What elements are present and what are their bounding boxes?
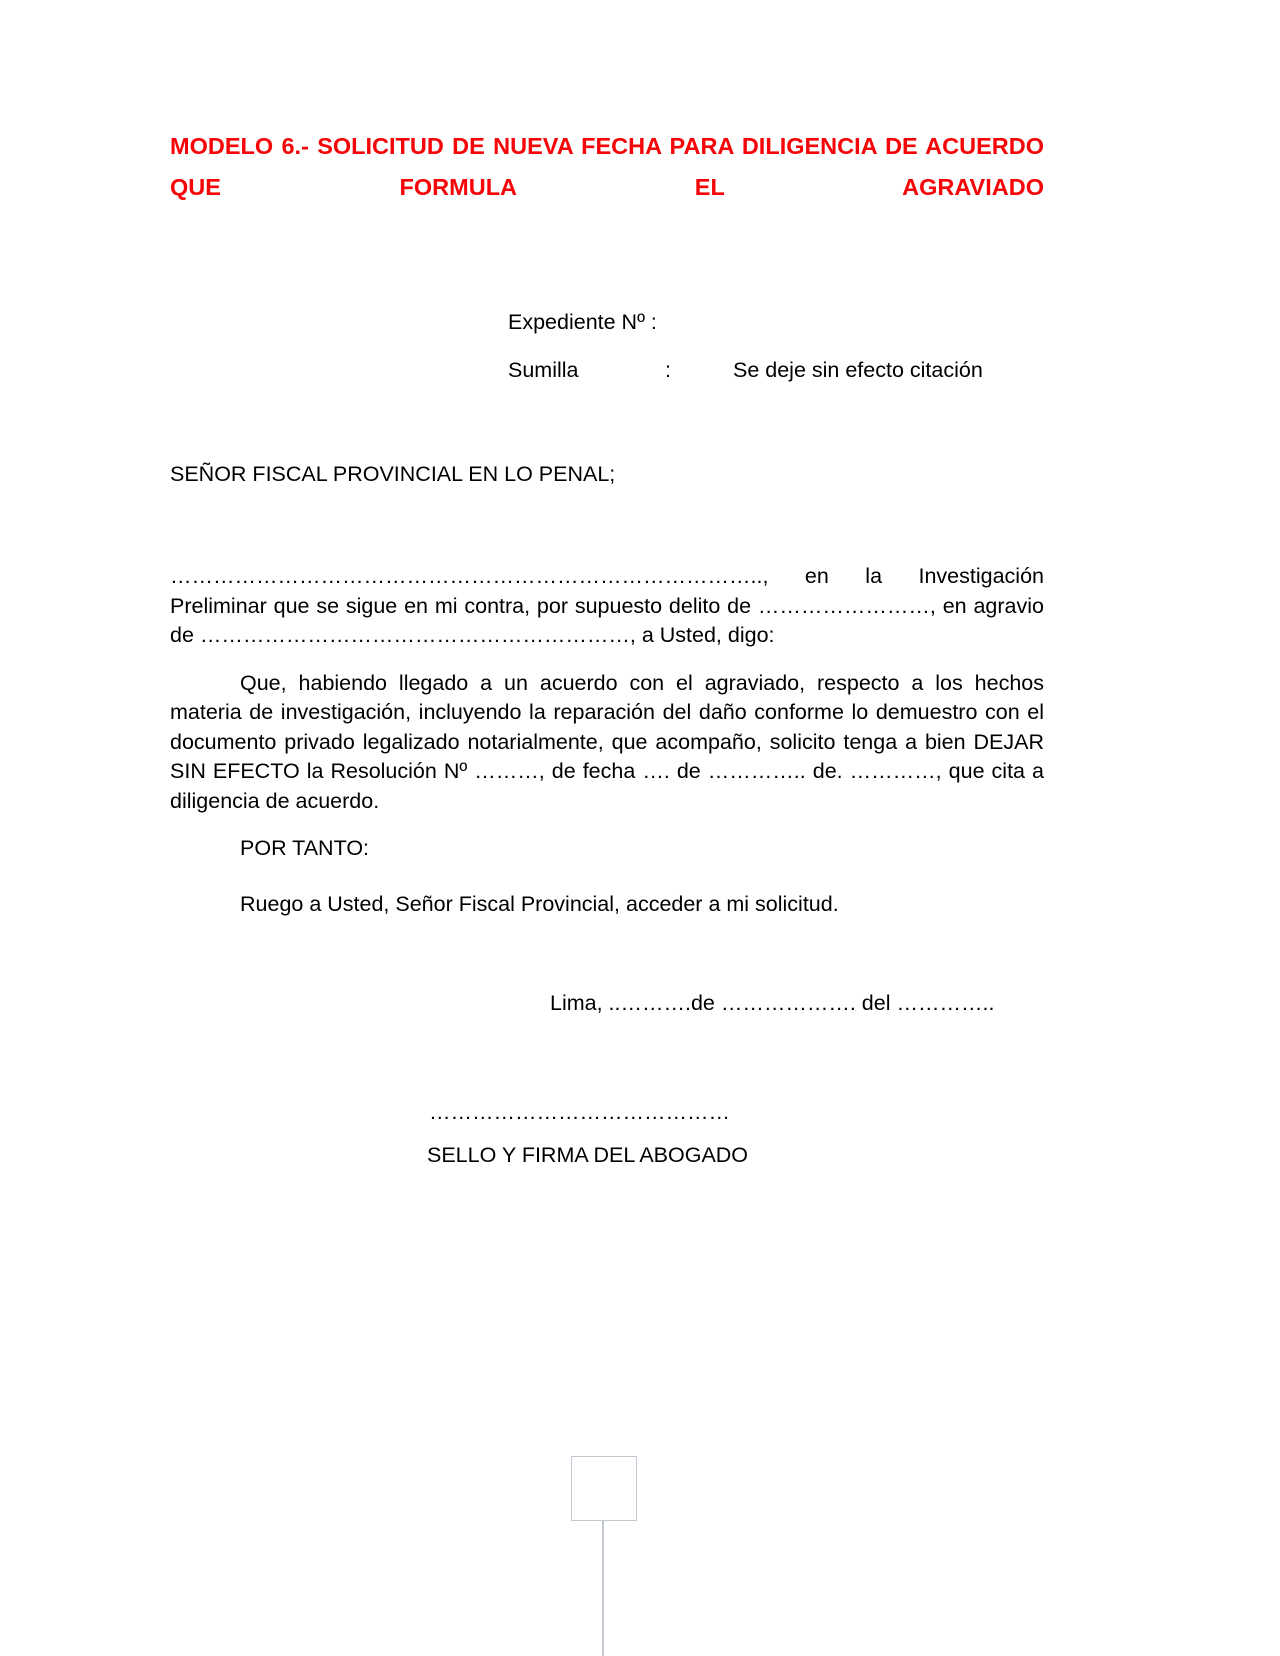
document-title: MODELO 6.- SOLICITUD DE NUEVA FECHA PARA DILIGENCIA DE ACUERDO QUE FORMULA EL AGRAVIADO bbox=[170, 133, 1044, 200]
expediente-line: Expediente Nº : bbox=[508, 310, 657, 334]
intro-paragraph: ……………………………………………………………………….., en la Investigación Preliminar que se sigue en mi contra, por supuesto delito de ……………………, en agravio de ……………………………………………………, a Usted, digo: bbox=[170, 564, 1044, 647]
salutation-line: SEÑOR FISCAL PROVINCIAL EN LO PENAL; bbox=[170, 462, 616, 486]
sumilla-separator: : bbox=[665, 358, 671, 382]
signature-label: SELLO Y FIRMA DEL ABOGADO bbox=[427, 1143, 749, 1167]
document-content bbox=[170, 126, 1044, 1170]
request-line: Ruego a Usted, Señor Fiscal Provincial, acceder a mi solicitud. bbox=[240, 892, 839, 916]
sumilla-line bbox=[508, 355, 1044, 385]
drawing-placeholder-line bbox=[602, 1521, 604, 1656]
por-tanto-line: POR TANTO: bbox=[240, 836, 370, 860]
sumilla-value: Se deje sin efecto citación bbox=[733, 358, 983, 382]
body-paragraph: Que, habiendo llegado a un acuerdo con el agraviado, respecto a los hechos materia de investigación, incluyendo la reparación del daño conforme lo demuestro con el documento privado legalizado notarialmente, que acompaño, solicito tenga a bien DEJAR SIN EFECTO la Resolución Nº ………, de fecha …. de ………….. de. …………, que cita a diligencia de acuerdo. bbox=[170, 670, 1044, 813]
date-line: Lima, ..……….de ………………. del ………….. bbox=[550, 991, 995, 1015]
drawing-placeholder-box bbox=[571, 1456, 637, 1521]
sumilla-label: Sumilla bbox=[508, 358, 579, 382]
case-header-block bbox=[508, 307, 1044, 385]
signature-dotted-line: …………………………………… bbox=[429, 1100, 730, 1124]
